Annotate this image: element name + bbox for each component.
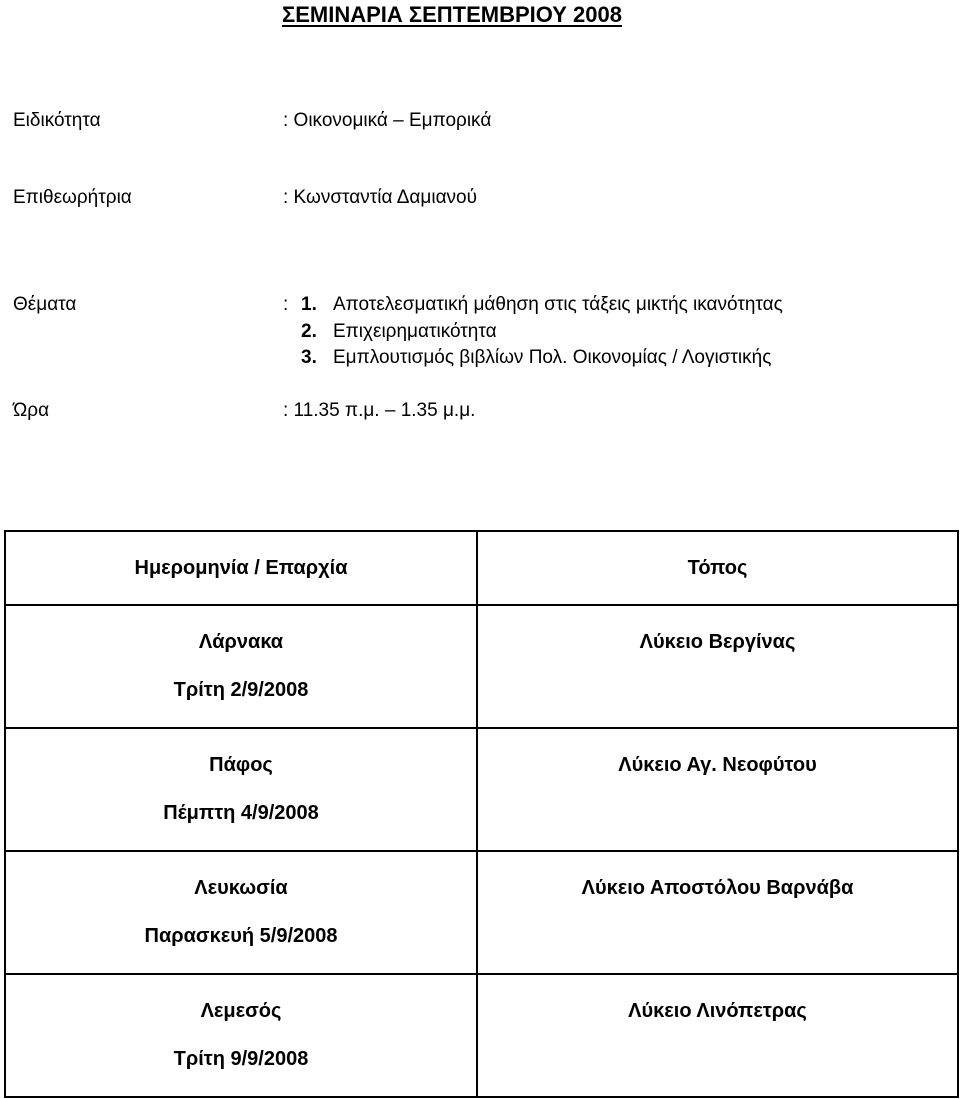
place: Λύκειο Βεργίνας [639,631,796,653]
date: Παρασκευή 5/9/2008 [144,925,338,947]
specialty-value: : Οικονομικά – Εμπορικά [283,110,492,131]
table-row [5,728,958,851]
place-cell [477,728,958,851]
header-place: Τόπος [477,531,958,605]
time-label: Ώρα [13,400,50,421]
district: Λεμεσός [200,1000,282,1022]
date-district-cell [5,605,477,728]
place-cell [477,974,958,1097]
table-header-row [5,531,958,605]
topic-text: Επιχειρηματικότητα [333,321,497,342]
date-district-cell [5,728,477,851]
topic-text: Αποτελεσματική μάθηση στις τάξεις μικτής ικανότητας [333,294,783,315]
place-cell [477,851,958,974]
date-district-cell [5,851,477,974]
topic-text: Εμπλουτισμός βιβλίων Πολ. Οικονομίας / Λογιστικής [333,347,772,368]
table-row [5,851,958,974]
time-value: : 11.35 π.μ. – 1.35 μ.μ. [283,400,476,421]
topic-item-3 [301,345,771,371]
date: Πέμπτη 4/9/2008 [163,802,319,824]
table-row [5,605,958,728]
date-district-cell [5,974,477,1097]
topic-item-2 [301,319,497,345]
district: Λευκωσία [194,877,288,899]
inspector-value: : Κωνσταντία Δαμιανού [283,187,478,208]
district: Πάφος [209,754,273,776]
date: Τρίτη 2/9/2008 [173,679,309,701]
page-title: ΣΕΜΙΝΑΡΙΑ ΣΕΠΤΕΜΒΡΙΟΥ 2008 [282,2,622,27]
inspector-label: Επιθεωρήτρια [13,187,132,208]
topics-prefix: : [283,294,289,315]
date: Τρίτη 9/9/2008 [173,1048,309,1070]
place: Λύκειο Αποστόλου Βαρνάβα [581,877,854,899]
district: Λάρνακα [198,631,284,653]
schedule-table [4,530,959,1098]
topic-number: 1. [301,294,317,315]
specialty-label: Ειδικότητα [13,110,101,131]
topics-label: Θέματα [13,294,77,315]
table-row [5,974,958,1097]
place-cell [477,605,958,728]
topic-number: 3. [301,347,317,368]
place: Λύκειο Λινόπετρας [628,1000,807,1022]
place: Λύκειο Αγ. Νεοφύτου [618,754,817,776]
header-date-district: Ημερομηνία / Επαρχία [5,531,477,605]
topic-item-1 [301,292,783,318]
topic-number: 2. [301,321,317,342]
